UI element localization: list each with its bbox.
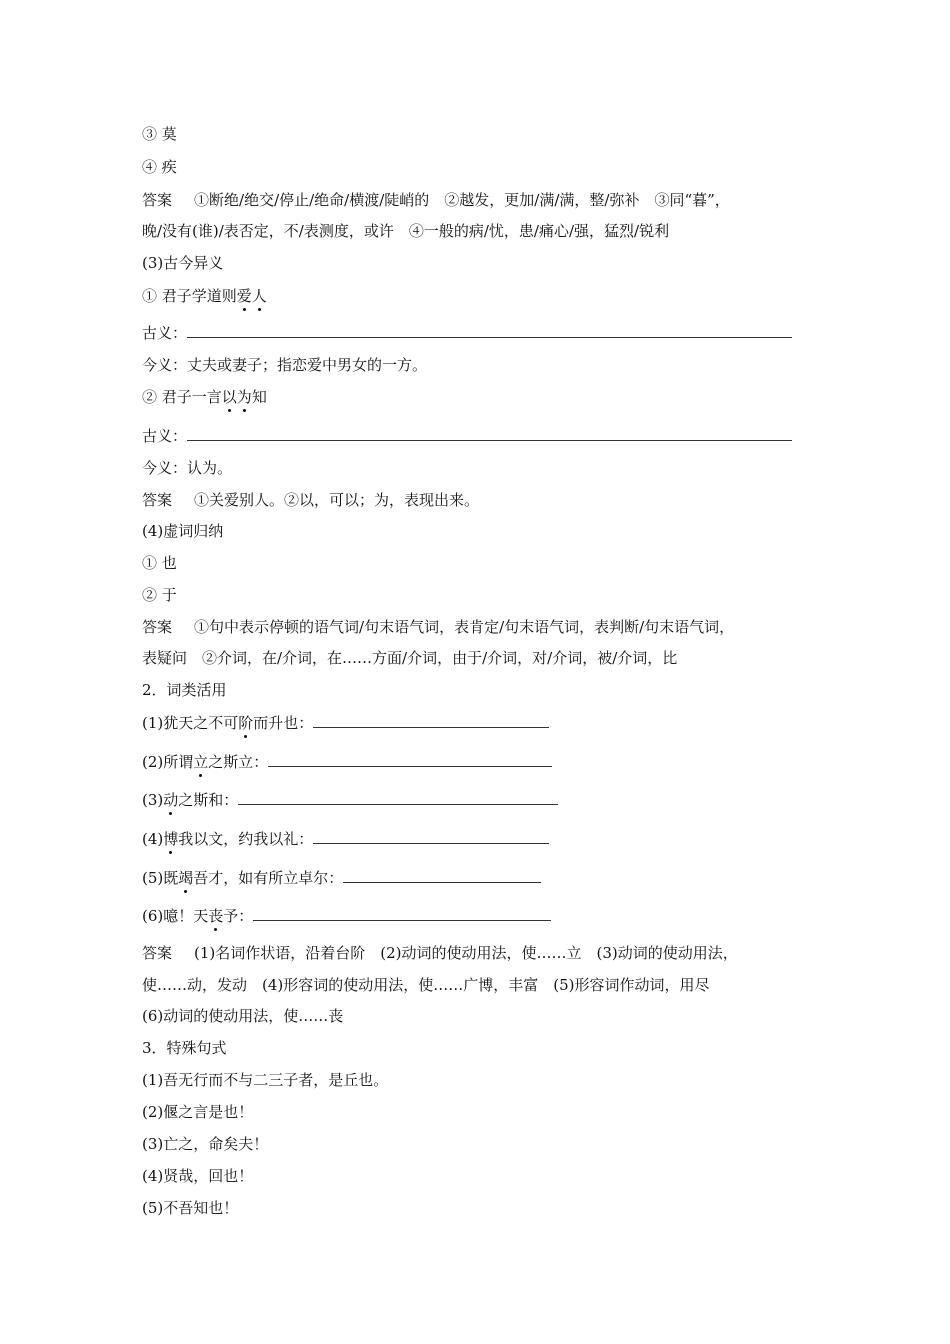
answer-4-line-2: 使……动，发动 (4)形容词的使动用法，使……广博，丰富 (5)形容词作动词，用尽 [142,976,710,994]
answer-3-line-1: 答案 ①句中表示停顿的语气词/句末语气词，表肯定/句末语气词，表判断/句末语气词， [142,618,735,636]
function-word-2: ② 于 [142,586,177,604]
answer-blank[interactable] [187,426,792,441]
emphasized-char: 爱 [236,287,252,305]
vocab-item-3: ③ 莫 [142,125,177,143]
ancient-meaning-2: 古义： [142,426,792,446]
emphasized-char: 为 [236,388,252,406]
answer-2: 答案 ①关爱别人。②以，可以；为，表现出来。 [142,491,480,509]
answer-blank[interactable] [313,713,549,728]
emphasized-char: 动 [163,791,179,809]
answer-4-line-1: 答案 (1)名词作状语，沿着台阶 (2)动词的使动用法，使……立 (3)动词的使动用法， [142,944,738,962]
emphasized-char: 竭 [178,869,194,887]
answer-text: ①断绝/绝交/停止/绝命/横渡/陡峭的 ②越发，更加/满/满，整/弥补 ③同“暮”， [194,191,730,209]
wordclass-question-3: (3)动之斯和： [142,790,558,810]
special-sentence-3: (3)亡之，命矣夫！ [142,1135,269,1153]
question-ancient-1: ① 君子学道则爱人 [142,287,267,305]
wordclass-question-2: (2)所谓立之斯立： [142,752,552,772]
wordclass-question-4: (4)博我以文，约我以礼： [142,829,549,849]
answer-blank[interactable] [253,906,551,921]
answer-blank[interactable] [238,790,558,805]
section-heading-word-class: 2．词类活用 [142,681,227,699]
answer-blank[interactable] [343,868,541,883]
wordclass-question-5: (5)既竭吾才，如有所立卓尔： [142,868,541,888]
answer-1-line-2: 晚/没有(谁)/表否定，不/表测度，或许 ④一般的病/忧，患/痛心/强，猛烈/锐利 [142,222,670,240]
special-sentence-5: (5)不吾知也！ [142,1199,239,1217]
ancient-meaning-1: 古义： [142,323,792,343]
emphasized-char: 博 [163,830,179,848]
function-word-1: ① 也 [142,554,177,572]
answer-blank[interactable] [313,829,549,844]
answer-4-line-3: (6)动词的使动用法，使……丧 [142,1007,344,1025]
question-ancient-2: ② 君子一言以为知 [142,388,267,406]
answer-blank[interactable] [187,323,792,338]
answer-3-line-2: 表疑问 ②介词，在/介词，在……方面/介词，由于/介词，对/介词，被/介词，比 [142,649,678,667]
emphasized-char: 阶 [238,714,254,732]
special-sentence-1: (1)吾无行而不与二三子者，是丘也。 [142,1071,389,1089]
emphasized-char: 人 [251,287,267,305]
vocab-item-4: ④ 疾 [142,158,177,176]
emphasized-char: 以 [221,388,237,406]
wordclass-question-6: (6)噫！天丧予： [142,906,551,926]
special-sentence-4: (4)贤哉，回也！ [142,1167,254,1185]
section-heading-special-sentences: 3．特殊句式 [142,1039,227,1057]
modern-meaning-2: 今义：认为。 [142,459,233,477]
section-heading-ancient-modern: (3)古今异义 [142,254,224,272]
emphasized-char: 丧 [208,907,224,925]
wordclass-question-1: (1)犹天之不可阶而升也： [142,713,549,733]
emphasized-char: 立 [193,753,209,771]
section-heading-function-words: (4)虚词归纳 [142,522,224,540]
answer-label: 答案 [142,191,173,209]
modern-meaning-1: 今义：丈夫或妻子；指恋爱中男女的一方。 [142,356,428,374]
answer-1-line-1 [142,190,730,210]
special-sentence-2: (2)偃之言是也！ [142,1103,254,1121]
answer-blank[interactable] [268,752,552,767]
